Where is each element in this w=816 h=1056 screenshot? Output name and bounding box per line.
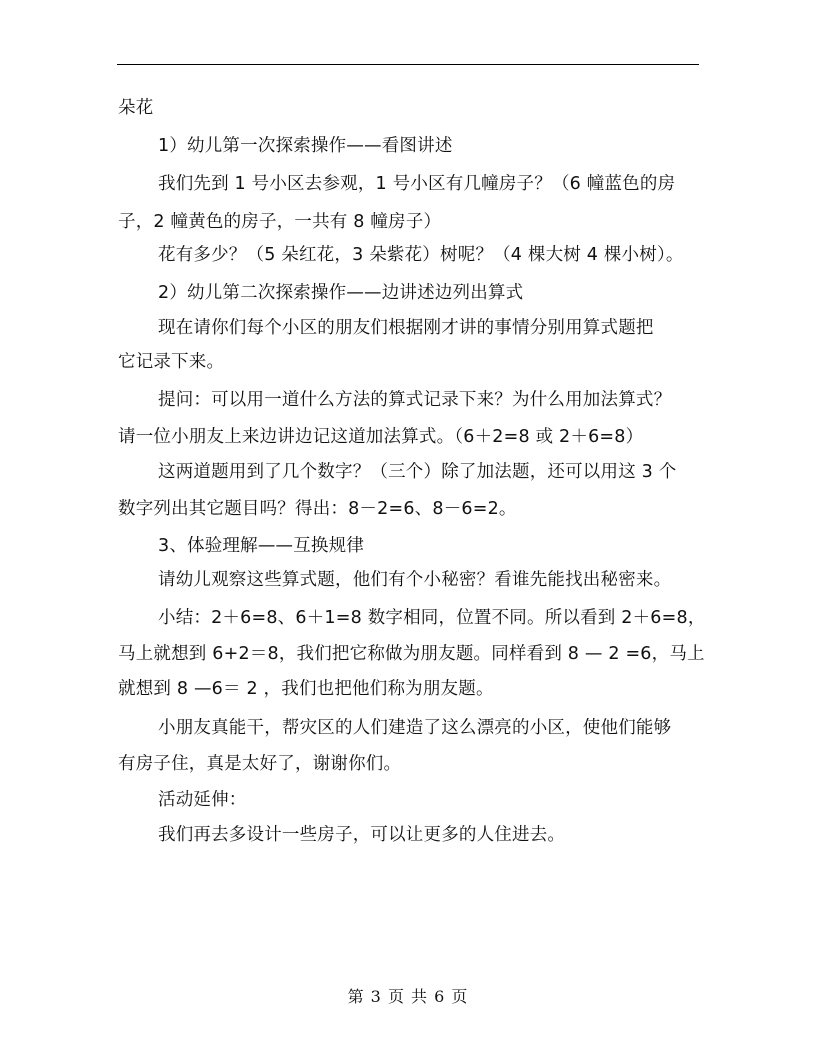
text-line: 这两道题用到了几个数字？（三个）除了加法题，还可以用这 3 个: [158, 462, 677, 482]
text-line: 请一位小朋友上来边讲边记这道加法算式。（6＋2=8 或 2＋6=8）: [118, 427, 644, 447]
text-line: 有房子住，真是太好了，谢谢你们。: [118, 754, 402, 774]
text-line: 我们先到 1 号小区去参观，1 号小区有几幢房子？（6 幢蓝色的房: [158, 174, 676, 194]
text-line: 马上就想到 6+2＝8，我们把它称做为朋友题。同样看到 8 — 2 =6，马上: [118, 644, 705, 664]
text-line: 花有多少？（5 朵红花，3 朵紫花）树呢？（4 棵大树 4 棵小树）。: [158, 245, 684, 265]
text-line: 我们再去多设计一些房子，可以让更多的人住进去。: [158, 825, 566, 845]
text-line: 请幼儿观察这些算式题，他们有个小秘密？看谁先能找出秘密来。: [158, 570, 672, 590]
text-line: 提问：可以用一道什么方法的算式记录下来？为什么用加法算式？: [158, 390, 672, 410]
text-line: 小朋友真能干，帮灾区的人们建造了这么漂亮的小区，使他们能够: [158, 718, 672, 738]
text-line: 活动延伸：: [158, 790, 247, 810]
text-line: 3、体验理解——互换规律: [158, 536, 365, 556]
header-rule: [117, 64, 699, 65]
text-line: 1）幼儿第一次探索操作——看图讲述: [158, 136, 453, 156]
page-number: 第 3 页 共 6 页: [347, 987, 469, 1006]
text-line: 小结：2＋6=8、6＋1=8 数字相同，位置不同。所以看到 2＋6=8，: [158, 608, 706, 628]
text-line: 数字列出其它题目吗？得出：8－2=6、8－6=2。: [118, 499, 517, 519]
text-line: 朵花: [118, 98, 154, 118]
text-line: 就想到 8 —6＝ 2 ，我们也把他们称为朋友题。: [118, 679, 494, 699]
text-line: 它记录下来。: [118, 352, 225, 372]
text-line: 现在请你们每个小区的朋友们根据刚才讲的事情分别用算式题把: [158, 318, 654, 338]
text-line: 子，2 幢黄色的房子，一共有 8 幢房子）: [118, 212, 442, 232]
text-line: 2）幼儿第二次探索操作——边讲述边列出算式: [158, 283, 524, 303]
